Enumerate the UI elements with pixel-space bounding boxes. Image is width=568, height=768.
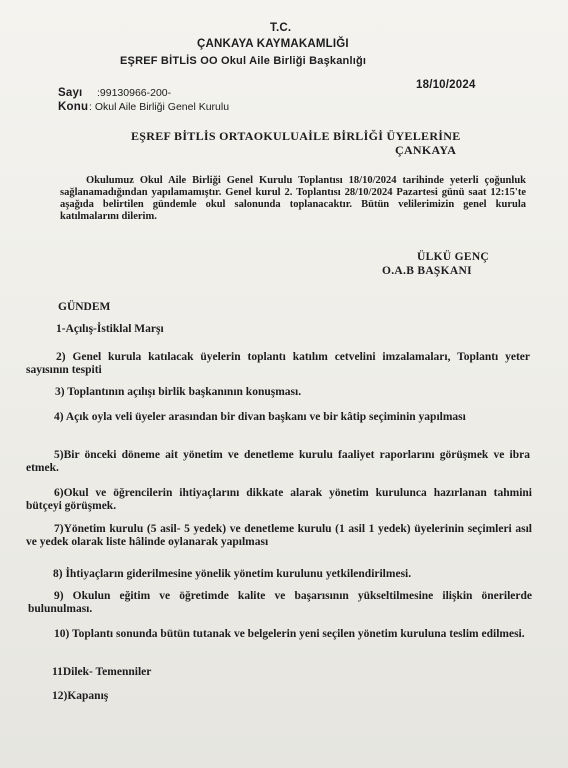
letterhead-tc: T.C. [270,22,292,34]
agenda-item: 11Dilek- Temenniler [52,666,152,678]
agenda-item: 9) Okulun eğitim ve öğretimde kalite ve başarısının yükseltilmesine ilişkin önerilerde bulunulması. [28,590,532,615]
addressee-line1: EŞREF BİTLİS ORTAOKULUAİLE BİRLİĞİ ÜYELERİNE [131,129,461,143]
agenda-item: 7)Yönetim kurulu (5 asil- 5 yedek) ve denetleme kurulu (1 asil 1 yedek) üyelerinin seçimleri asıl ve yedek olarak liste hâlinde oylanarak yapılması [26,523,532,548]
addressee-line2: ÇANKAYA [395,143,457,157]
signature-name: ÜLKÜ GENÇ [417,251,490,263]
agenda-item: 6)Okul ve öğrencilerin ihtiyaçlarını dikkate alarak yönetim kurulunca hazırlanan tahmini bütçeyi görüşmek. [26,487,532,512]
subject-value: : Okul Aile Birliği Genel Kurulu [89,101,230,113]
letterhead-kaymakamlik: ÇANKAYA KAYMAKAMLIĞI [197,38,349,50]
number-label: Sayı [58,87,83,99]
agenda-item: 4) Açık oyla veli üyeler arasından bir divan başkanı ve bir kâtip seçiminin yapılması [54,411,466,423]
subject-label: Konu [58,101,89,113]
document-date: 18/10/2024 [416,79,476,91]
number-value: :99130966-200- [97,87,172,99]
agenda-item: 5)Bir önceki döneme ait yönetim ve denetleme kurulu faaliyet raporlarını görüşmek ve ibra etmek. [26,449,530,474]
agenda-item: 10) Toplantı sonunda bütün tutanak ve belgelerin yeni seçilen yönetim kuruluna teslim edilmesi. [54,628,525,640]
signature-title: O.A.B BAŞKANI [382,265,472,277]
agenda-item: 8) İhtiyaçların giderilmesine yönelik yönetim kurulunu yetkilendirilmesi. [53,568,412,580]
agenda-item: 1-Açılış-İstiklal Marşı [56,323,164,335]
body-paragraph: Okulumuz Okul Aile Birliği Genel Kurulu Toplantısı 18/10/2024 tarihinde yeterli çoğunluk sağlanamadığından yapılamamıştır. Genel kurul 2. Toplantısı 28/10/2024 Pazartesi günü saat 12:15'te aşağıda belirtilen gündemle okul salonunda toplanacaktır. Bütün velilerimizin genel kurula katılmalarını dilerim. [60,175,526,222]
agenda-item: 2) Genel kurula katılacak üyelerin toplantı katılım cetvelini imzalamaları, Toplantı yeter sayısının tespiti [26,351,530,376]
agenda-item: 12)Kapanış [52,690,109,702]
agenda-item: 3) Toplantının açılışı birlik başkanının konuşması. [55,386,302,398]
letterhead-school: EŞREF BİTLİS OO Okul Aile Birliği Başkanlığı [120,55,367,67]
agenda-heading: GÜNDEM [58,301,111,313]
